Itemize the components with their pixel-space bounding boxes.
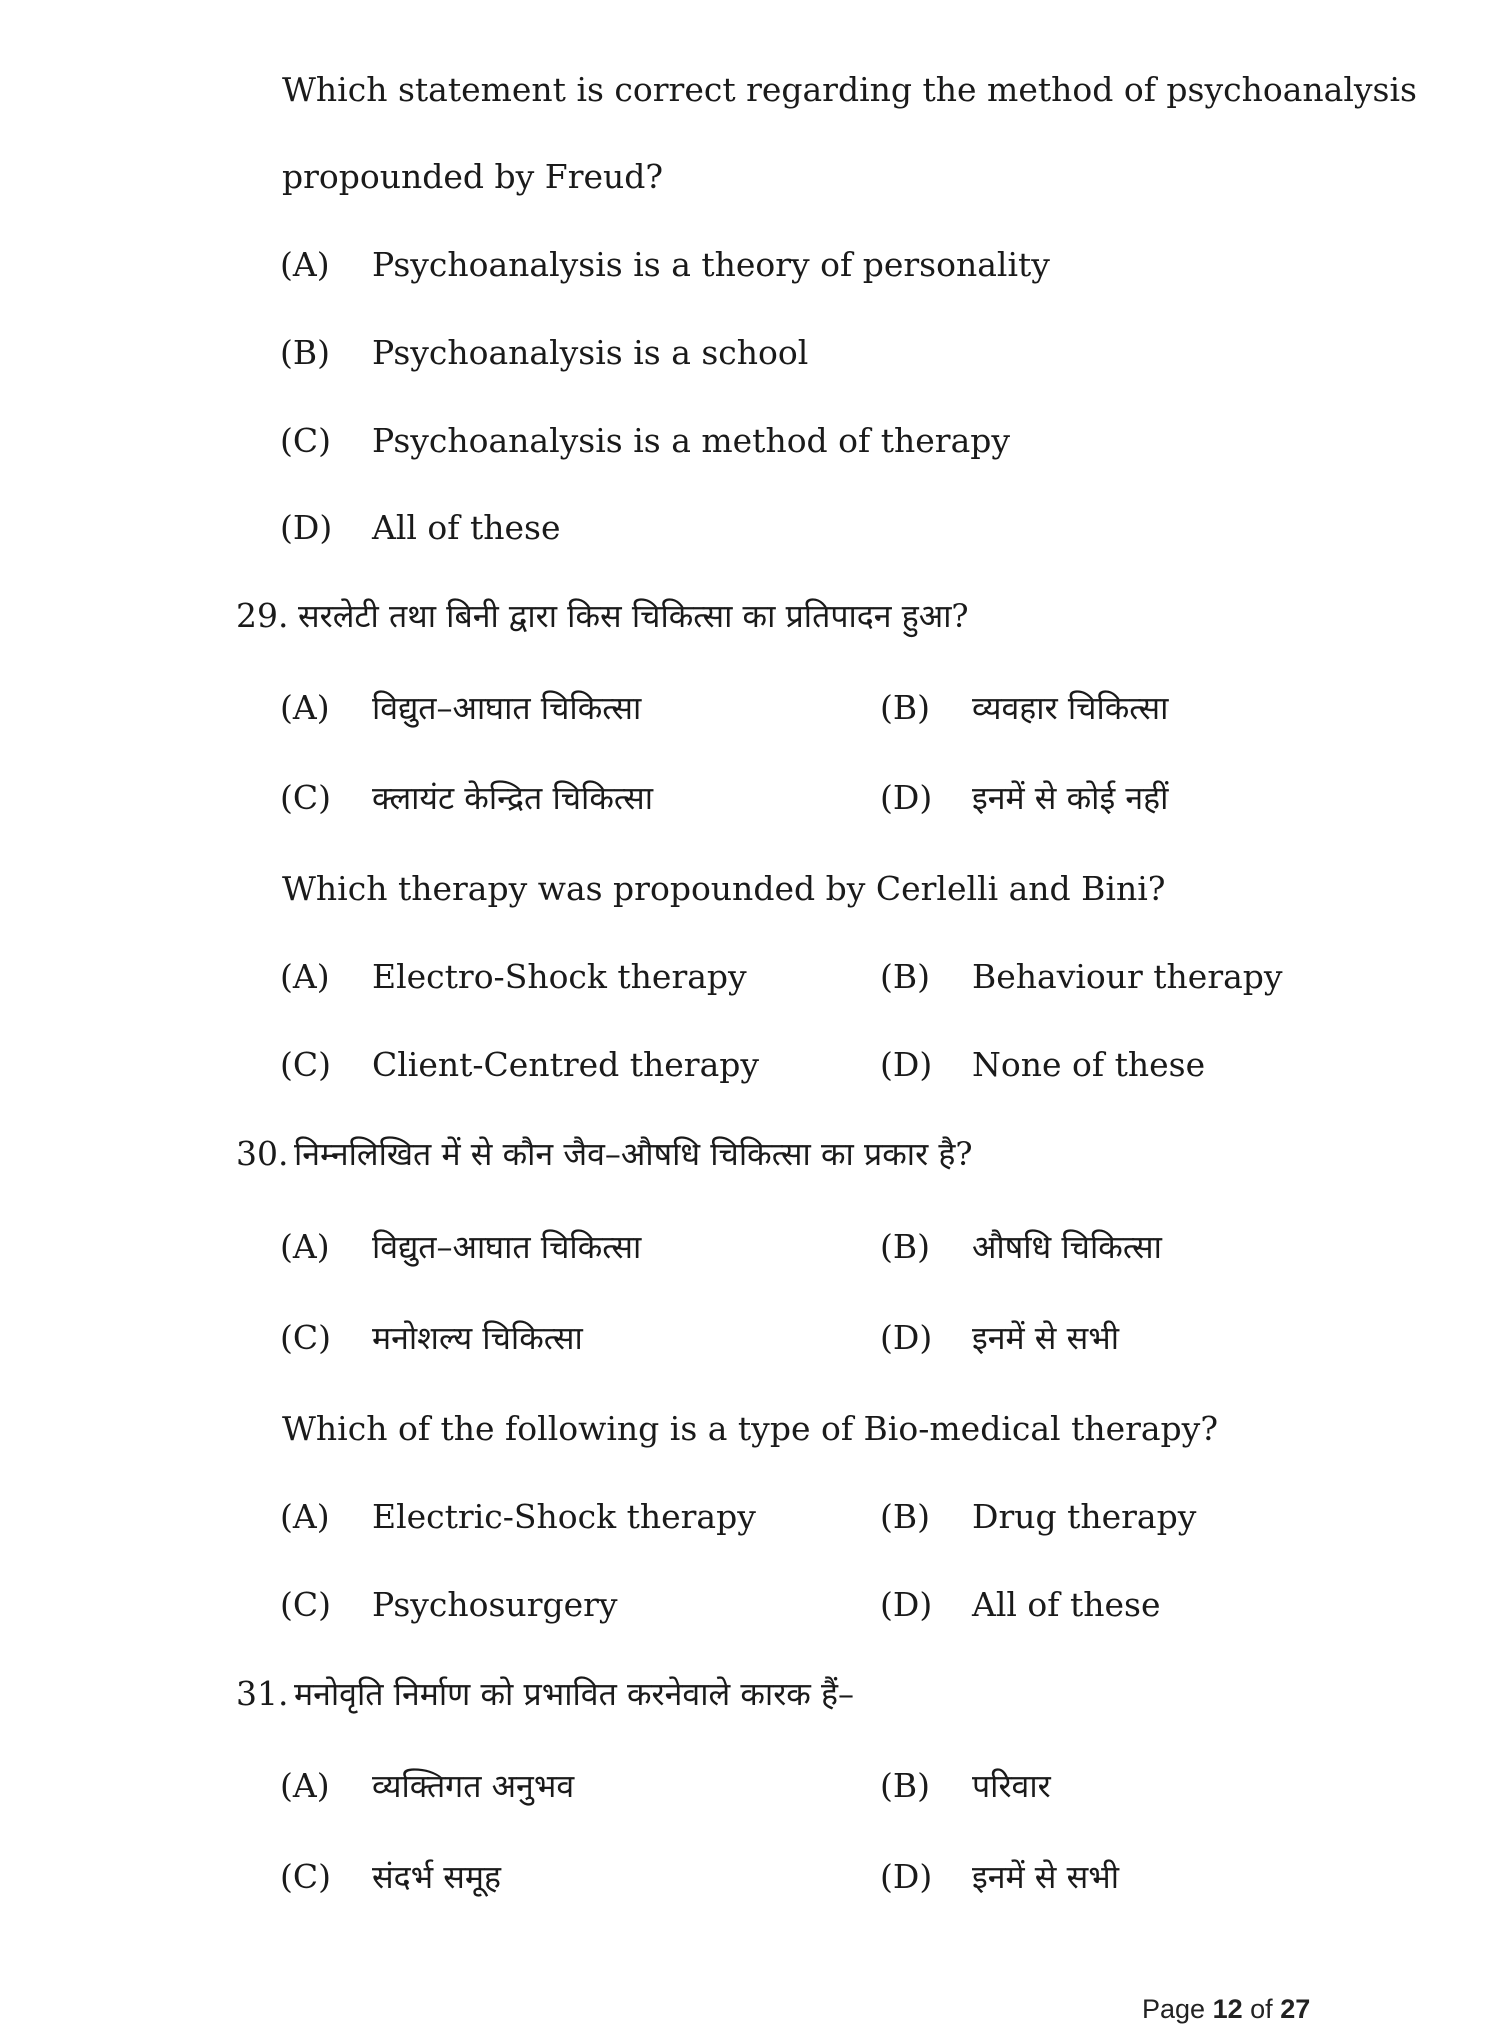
q29-hi-option-b-label: (B) xyxy=(880,688,930,727)
q30-en-option-d-label: (D) xyxy=(880,1585,933,1624)
q30-en-option-c-text: Psychosurgery xyxy=(372,1585,618,1624)
q28-option-b-label: (B) xyxy=(280,333,330,372)
q29-hi-option-d-label: (D) xyxy=(880,778,933,817)
of-word: of xyxy=(1250,1994,1273,2024)
q30-number: 30. xyxy=(236,1134,289,1173)
q30-en-option-a-label: (A) xyxy=(280,1497,330,1536)
q29-hi-option-d-text: इनमें से कोई नहीं xyxy=(972,779,1169,817)
q29-en-option-a-text: Electro-Shock therapy xyxy=(372,957,747,996)
q28-option-a-text: Psychoanalysis is a theory of personality xyxy=(372,245,1050,284)
q29-hi-option-b-text: व्यवहार चिकित्सा xyxy=(972,689,1169,727)
q29-hi-option-a-label: (A) xyxy=(280,688,330,727)
q30-hi-option-c-text: मनोशल्य चिकित्सा xyxy=(372,1319,583,1357)
q31-hi-option-a-text: व्यक्तिगत अनुभव xyxy=(372,1767,575,1805)
q28-stem-line2: propounded by Freud? xyxy=(282,157,664,196)
q30-stem-english: Which of the following is a type of Bio-medical therapy? xyxy=(282,1409,1219,1448)
q30-hi-option-d-text: इनमें से सभी xyxy=(972,1319,1120,1357)
q28-option-d-label: (D) xyxy=(280,508,333,547)
q31-hi-option-b-text: परिवार xyxy=(972,1767,1051,1805)
q30-hi-option-d-label: (D) xyxy=(880,1318,933,1357)
q29-en-option-b-label: (B) xyxy=(880,957,930,996)
q31-hi-option-d-text: इनमें से सभी xyxy=(972,1858,1120,1896)
q31-hi-option-b-label: (B) xyxy=(880,1766,930,1805)
q30-hi-option-b-text: औषधि चिकित्सा xyxy=(972,1228,1162,1266)
q29-en-option-c-text: Client-Centred therapy xyxy=(372,1045,760,1084)
q28-option-c-label: (C) xyxy=(280,421,331,460)
q28-option-c-text: Psychoanalysis is a method of therapy xyxy=(372,421,1011,460)
page-indicator xyxy=(1142,1992,1310,2026)
q29-hi-option-a-text: विद्युत–आघात चिकित्सा xyxy=(372,689,642,727)
q31-hi-option-a-label: (A) xyxy=(280,1766,330,1805)
q30-hi-option-a-text: विद्युत–आघात चिकित्सा xyxy=(372,1228,642,1266)
page-current: 12 xyxy=(1212,1994,1243,2024)
q30-en-option-b-text: Drug therapy xyxy=(972,1497,1197,1536)
q30-hi-option-b-label: (B) xyxy=(880,1227,930,1266)
q29-hi-option-c-text: क्लायंट केन्द्रित चिकित्सा xyxy=(372,779,653,817)
q28-option-d-text: All of these xyxy=(372,508,561,547)
page-word: Page xyxy=(1142,1994,1206,2024)
q28-stem-line1: Which statement is correct regarding the method of psychoanalysis xyxy=(282,70,1417,109)
page-total: 27 xyxy=(1280,1994,1311,2024)
q29-hi-option-c-label: (C) xyxy=(280,778,331,817)
q30-en-option-c-label: (C) xyxy=(280,1585,331,1624)
q29-en-option-b-text: Behaviour therapy xyxy=(972,957,1283,996)
q30-stem-hindi: निम्नलिखित में से कौन जैव–औषधि चिकित्सा का प्रकार है? xyxy=(294,1135,973,1173)
q30-en-option-b-label: (B) xyxy=(880,1497,930,1536)
q31-hi-option-d-label: (D) xyxy=(880,1857,933,1896)
q30-en-option-d-text: All of these xyxy=(972,1585,1161,1624)
q29-en-option-d-text: None of these xyxy=(972,1045,1206,1084)
q31-hi-option-c-text: संदर्भ समूह xyxy=(372,1858,502,1896)
q29-stem-english: Which therapy was propounded by Cerlelli and Bini? xyxy=(282,869,1166,908)
q28-option-b-text: Psychoanalysis is a school xyxy=(372,333,809,372)
q31-number: 31. xyxy=(236,1674,289,1713)
q31-hi-option-c-label: (C) xyxy=(280,1857,331,1896)
q30-hi-option-a-label: (A) xyxy=(280,1227,330,1266)
q31-stem-hindi: मनोवृति निर्माण को प्रभावित करनेवाले कारक हैं– xyxy=(294,1675,855,1713)
q29-number: 29. xyxy=(236,596,289,635)
q29-stem-hindi: सरलेटी तथा बिनी द्वारा किस चिकित्सा का प्रतिपादन हुआ? xyxy=(298,597,969,635)
q29-en-option-c-label: (C) xyxy=(280,1045,331,1084)
q29-en-option-d-label: (D) xyxy=(880,1045,933,1084)
q29-en-option-a-label: (A) xyxy=(280,957,330,996)
q30-hi-option-c-label: (C) xyxy=(280,1318,331,1357)
q28-option-a-label: (A) xyxy=(280,245,330,284)
q30-en-option-a-text: Electric-Shock therapy xyxy=(372,1497,756,1536)
